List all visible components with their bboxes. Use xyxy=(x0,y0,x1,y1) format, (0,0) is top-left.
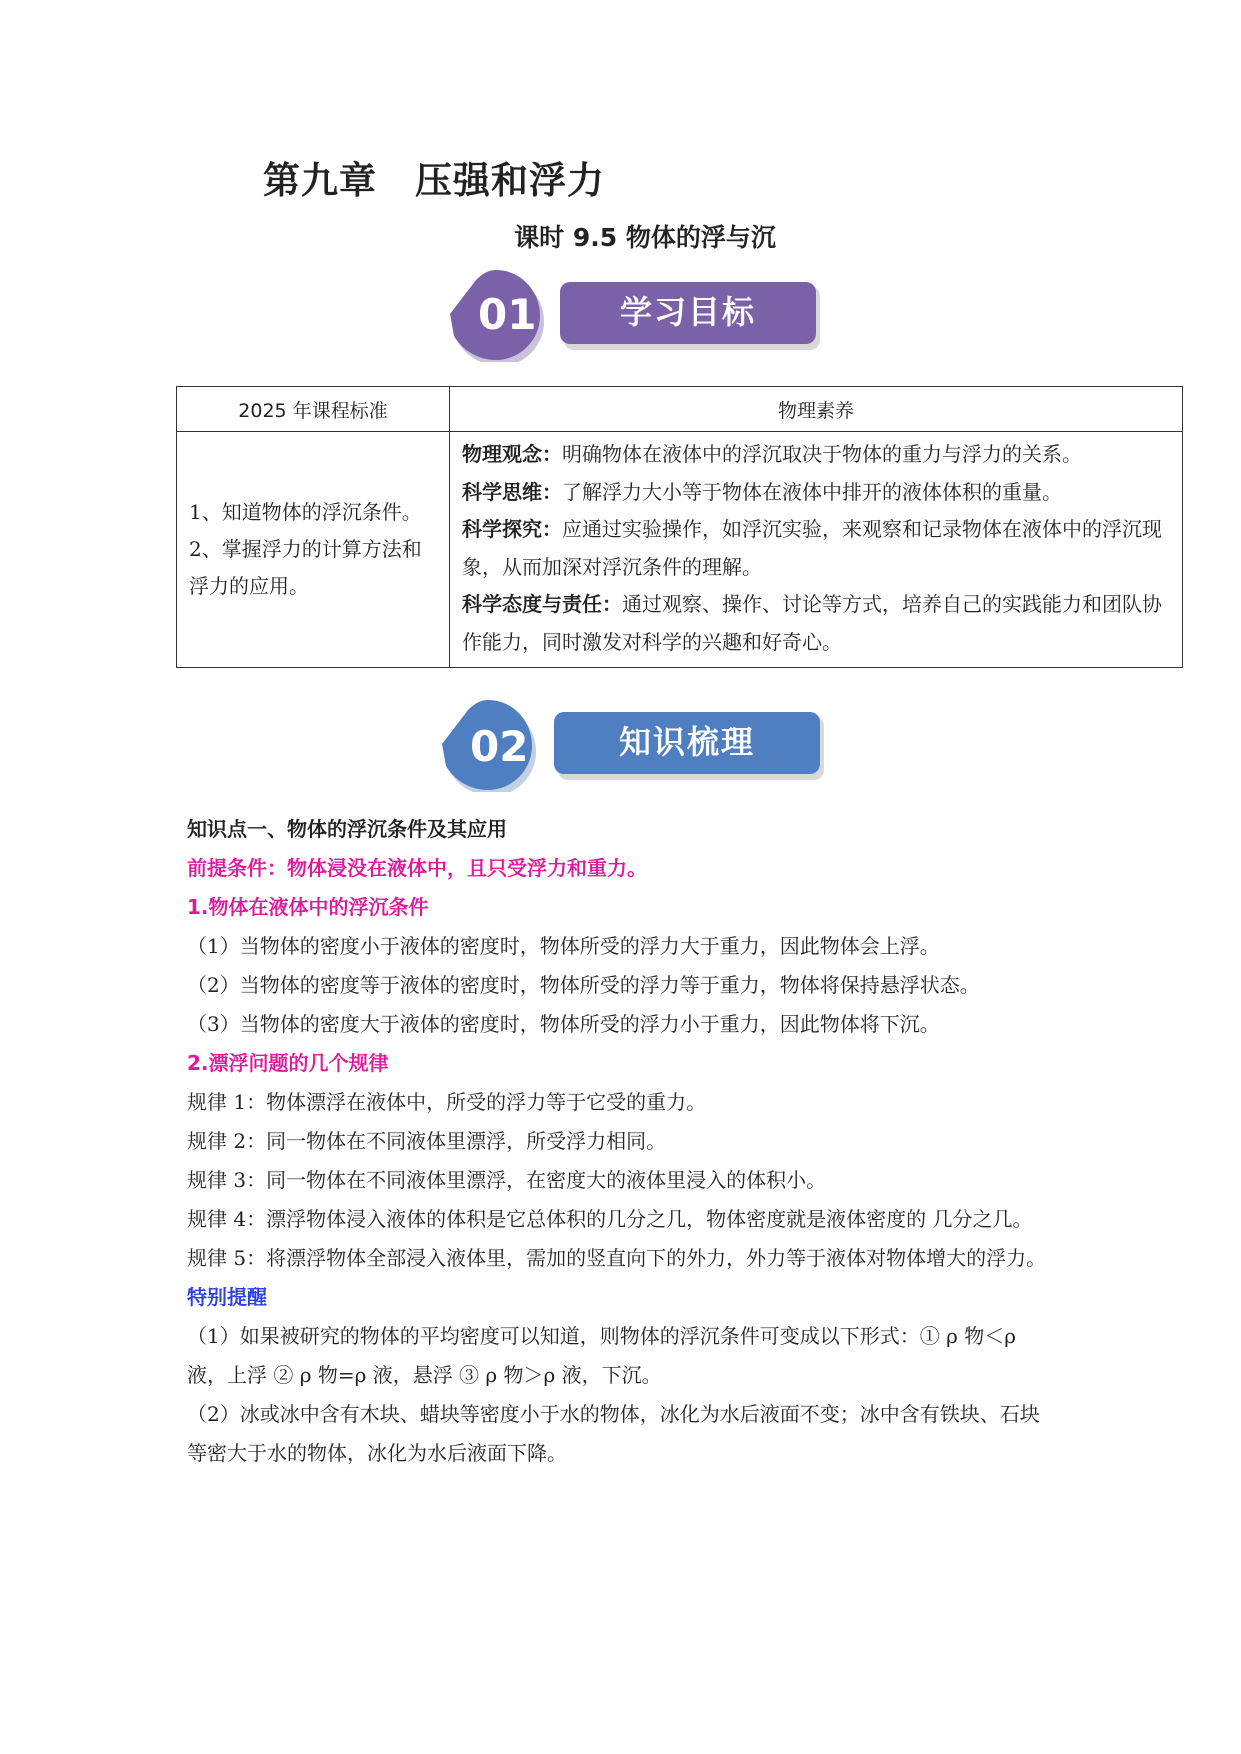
literacy-item xyxy=(462,511,1172,586)
rule-item: 规律 5：将漂浮物体全部浸入液体里，需加的竖直向下的外力，外力等于液体对物体增大的浮力。 xyxy=(187,1246,1047,1270)
reminder-title: 特别提醒 xyxy=(187,1285,267,1309)
standards-cell xyxy=(177,432,450,668)
literacy-item xyxy=(462,436,1172,474)
learning-goals-table xyxy=(176,386,1183,668)
subsection-title: 2.漂浮问题的几个规律 xyxy=(187,1051,389,1075)
condition-item: （1）当物体的密度小于液体的密度时，物体所受的浮力大于重力，因此物体会上浮。 xyxy=(187,934,940,958)
table-header-literacy: 物理素养 xyxy=(450,387,1183,432)
section-badge-learning-goals xyxy=(448,266,828,372)
reminder-item: （2）冰或冰中含有木块、蜡块等密度小于水的物体，冰化为水后液面不变；冰中含有铁块、石块等密大于水的物体，冰化为水后液面下降。 xyxy=(187,1402,1040,1465)
literacy-item xyxy=(462,474,1172,512)
literacy-label: 科学态度与责任： xyxy=(462,592,622,616)
literacy-text: 了解浮力大小等于物体在液体中排开的液体体积的重量。 xyxy=(562,479,1062,504)
standard-item: 2、掌握浮力的计算方法和浮力的应用。 xyxy=(189,537,422,598)
badge-label: 知识梳理 xyxy=(554,712,820,774)
literacy-text: 应通过实验操作，如浮沉实验，来观察和记录物体在液体中的浮沉现象，从而加深对浮沉条件的理解。 xyxy=(462,517,1162,579)
chapter-title: 第九章 压强和浮力 xyxy=(263,159,605,202)
condition-item: （2）当物体的密度等于液体的密度时，物体所受的浮力等于重力，物体将保持悬浮状态。 xyxy=(187,973,980,997)
badge-label: 学习目标 xyxy=(560,282,816,344)
rule-item: 规律 4：漂浮物体浸入液体的体积是它总体积的几分之几，物体密度就是液体密度的 几分之几。 xyxy=(187,1207,1033,1231)
rule-item: 规律 1：物体漂浮在液体中，所受的浮力等于它受的重力。 xyxy=(187,1090,707,1114)
reminder-item: （1）如果被研究的物体的平均密度可以知道，则物体的浮沉条件可变成以下形式：① ρ 物＜ρ 液，上浮 ② ρ 物=ρ 液，悬浮 ③ ρ 物＞ρ 液，下沉。 xyxy=(187,1324,1016,1387)
table-header-standards: 2025 年课程标准 xyxy=(177,387,450,432)
table-row xyxy=(177,432,1183,668)
condition-item: （3）当物体的密度大于液体的密度时，物体所受的浮力小于重力，因此物体将下沉。 xyxy=(187,1012,940,1036)
literacy-text: 通过观察、操作、讨论等方式，培养自己的实践能力和团队协作能力，同时激发对科学的兴趣和好奇心。 xyxy=(462,592,1162,654)
premise: 前提条件：物体浸没在液体中，且只受浮力和重力。 xyxy=(187,856,647,880)
literacy-text: 明确物体在液体中的浮沉取决于物体的重力与浮力的关系。 xyxy=(562,442,1082,466)
knowledge-point-title: 知识点一、物体的浮沉条件及其应用 xyxy=(187,817,507,841)
knowledge-content xyxy=(187,810,1057,1473)
subsection-title: 1.物体在液体中的浮沉条件 xyxy=(187,895,429,919)
table-header-row xyxy=(177,387,1183,432)
literacy-item xyxy=(462,586,1172,661)
literacy-label: 科学探究： xyxy=(462,517,562,541)
badge-number: 02 xyxy=(470,722,529,771)
literacy-cell xyxy=(450,432,1183,668)
lesson-title: 课时 9.5 物体的浮与沉 xyxy=(514,223,776,252)
badge-number: 01 xyxy=(478,290,537,339)
rule-item: 规律 2：同一物体在不同液体里漂浮，所受浮力相同。 xyxy=(187,1129,667,1153)
section-badge-knowledge-review xyxy=(440,696,830,802)
literacy-label: 科学思维： xyxy=(462,479,562,504)
rule-item: 规律 3：同一物体在不同液体里漂浮，在密度大的液体里浸入的体积小。 xyxy=(187,1168,827,1192)
standard-item: 1、知道物体的浮沉条件。 xyxy=(189,500,422,524)
literacy-label: 物理观念： xyxy=(462,442,562,466)
